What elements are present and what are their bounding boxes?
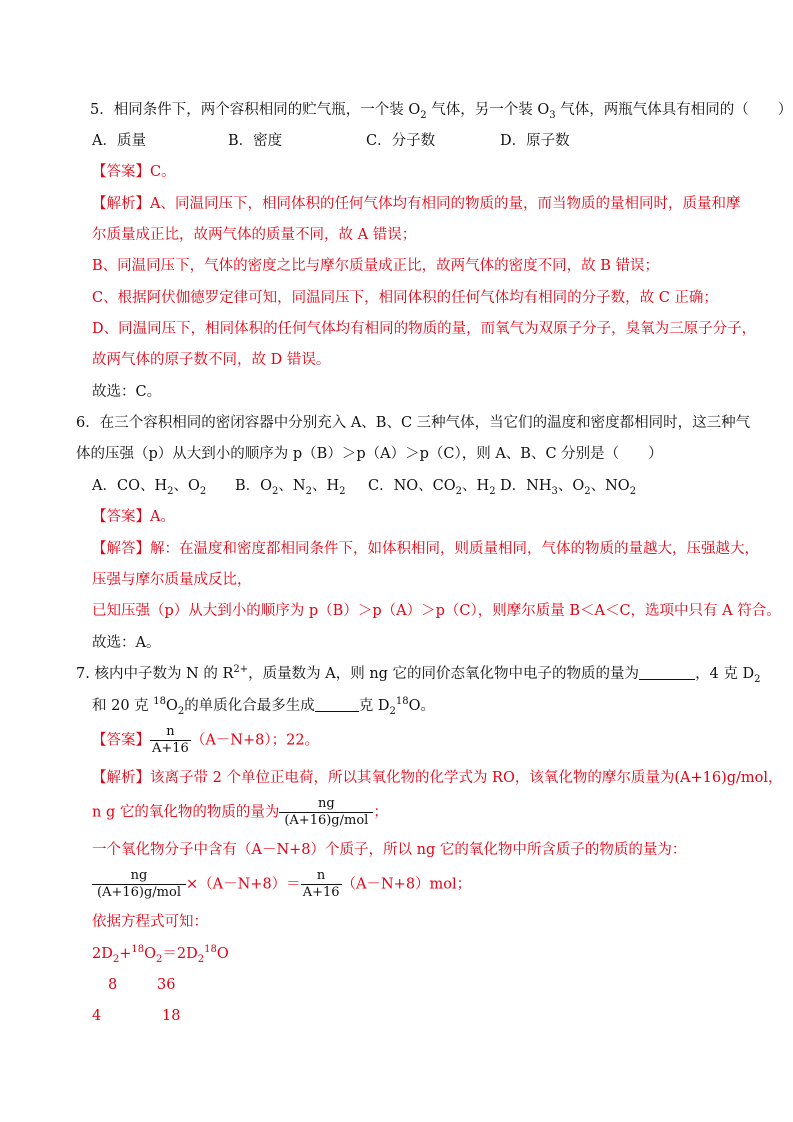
- q5-answer: 【答案】C。: [92, 164, 176, 180]
- q6-stem-line2: 体的压强（p）从大到小的顺序为 p（B）＞p（A）＞p（C），则 A、B、C 分别是（ ）: [76, 446, 663, 462]
- q5-option-c: C．分子数: [366, 133, 436, 149]
- q7-stem-line1: 7. 核内中子数为 N 的 $R^{2+}$，质量数为 A，则 ng 它的同价态氧化物中电子的物质的量为 ，4 克 $D_2$: [76, 664, 761, 685]
- fraction: $\frac{n}{A+16}$: [302, 868, 340, 900]
- q5-analysis-line: C、根据阿伏伽德罗定律可知，同温同压下，相同体积的任何气体均有相同的分子数，故 C 正确；: [92, 290, 718, 306]
- q5-option-a: A．质量: [92, 133, 146, 149]
- q6-options: [92, 476, 636, 496]
- q6-option-a: A．CO、$H_2$、$O_2$: [92, 478, 207, 497]
- q7-ratio-row: 8: [108, 977, 118, 993]
- q6-stem-line1: 6．在三个容积相同的密闭容器中分别充入 A、B、C 三种气体，当它们的温度和密度都相同时，这三种气: [76, 415, 751, 431]
- fraction: $\frac{ng}{\text{(A+16)g/mol}}$: [279, 796, 373, 829]
- q7-ratio-row: 36: [157, 977, 176, 993]
- q7-stem-line2: 和 20 克 $^{18}O_2$的单质化合最多生成 克 $D_2^{18}O$。: [92, 696, 436, 717]
- q6-conclusion: 故选：A。: [92, 635, 161, 651]
- q5-option-d: D．原子数: [500, 133, 570, 149]
- q6-option-d: D．$NH_3$、$O_2$、$NO_2$: [500, 478, 637, 497]
- answer-blank: [315, 697, 359, 712]
- q5-analysis-line: B、同温同压下，气体的密度之比与摩尔质量成正比，故两气体的密度不同，故 B 错误；: [92, 258, 660, 274]
- q5-analysis-line: 【解析】A、同温同压下，相同体积的任何气体均有相同的物质的量，而当物质的量相同时，质量和摩: [92, 196, 741, 212]
- q7-analysis-line3: 一个氧化物分子中含有（A－N+8）个质子，所以 ng 它的氧化物中所含质子的物质的量为：: [92, 842, 687, 858]
- q5-stem: 5．相同条件下，两个容积相同的贮气瓶，一个装 $O_2$ 气体，另一个装 $O_3$ 气体，两瓶气体具有相同的（ ）: [90, 102, 793, 121]
- fraction: $\frac{n}{A+16}$: [152, 724, 189, 756]
- q5-options: [92, 131, 570, 151]
- q7-ratio-row: 18: [162, 1008, 181, 1024]
- q7-analysis-line2: n g 它的氧化物的物质的量为 $\frac{ng}{\text{(A+16)g/mol}}$ ；: [92, 796, 388, 828]
- answer-blank: [639, 665, 695, 680]
- q6-answer: 【答案】A。: [92, 509, 175, 525]
- q5-option-b: B．密度: [228, 133, 283, 149]
- q7-equation: $2D_2+^{18}O_2=2D_2^{18}O$: [92, 944, 229, 965]
- q7-analysis-line1: 【解析】该离子带 2 个单位正电荷，所以其氧化物的化学式为 RO，该氧化物的摩尔质量为(A+16)g/mol，: [92, 770, 783, 786]
- q6-analysis-line: 压强与摩尔质量成反比，: [92, 572, 252, 588]
- q5-analysis-line: 尔质量成正比，故两气体的质量不同，故 A 错误；: [92, 227, 417, 243]
- q6-option-c: C．NO、$CO_2$、$H_2$: [368, 478, 496, 497]
- q7-equation-intro: 依据方程式可知：: [92, 914, 208, 930]
- q6-option-b: B．$O_2$、$N_2$、$H_2$: [235, 478, 346, 497]
- q5-analysis-line: D、同温同压下，相同体积的任何气体均有相同的物质的量，而氧气为双原子分子，臭氧为三原子分子，: [92, 321, 757, 337]
- fraction: $\frac{ng}{\text{(A+16)g/mol}}$: [92, 868, 186, 901]
- q7-ratio-row: 4: [92, 1008, 102, 1024]
- q5-conclusion: 故选：C。: [92, 384, 162, 400]
- q7-analysis-line4: $\frac{ng}{\text{(A+16)g/mol}}$ ×（A－N+8）＝ $\frac{n}{A+16}$ （A－N+8）mol；: [92, 868, 471, 901]
- q6-analysis-line: 【解答】解：在温度和密度都相同条件下，如体积相同，则质量相同，气体的物质的量越大，压强越大，: [92, 541, 759, 557]
- q6-analysis-line: 已知压强（p）从大到小的顺序为 p（B）＞p（A）＞p（C），则摩尔质量 B＜A＜C，选项中只有 A 符合。: [92, 603, 781, 619]
- q7-answer: 【答案】 $\frac{n}{A+16}$ （A－N+8）；22。: [92, 724, 320, 756]
- q5-analysis-line: 故两气体的原子数不同，故 D 错误。: [92, 352, 331, 368]
